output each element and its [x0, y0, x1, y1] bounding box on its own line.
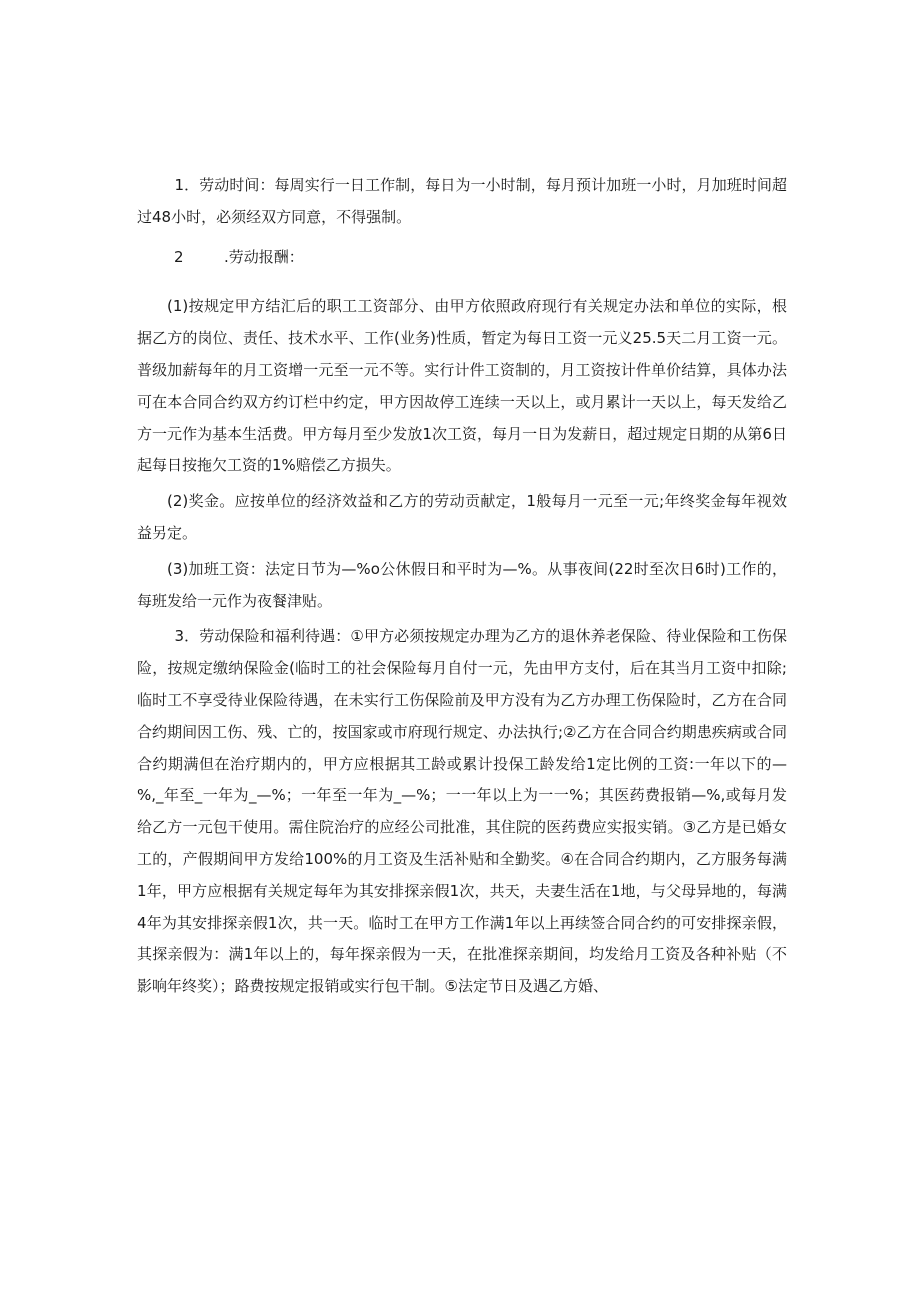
clause-1-working-hours: 1．劳动时间：每周实行一日工作制，每日为一小时制，每月预计加班一小时，月加班时间超过48小时，必须经双方同意，不得强制。 [137, 176, 787, 226]
clause-2-2-bonus: (2)奖金。应按单位的经济效益和乙方的劳动贡献定，1般每月一元至一元;年终奖金每年视效益另定。 [137, 492, 787, 542]
clause-2-1-wages: (1)按规定甲方结汇后的职工工资部分、由甲方依照政府现行有关规定办法和单位的实际，根据乙方的岗位、责任、技术水平、工作(业务)性质，暂定为每日工资一元义25.5天二月工资一元。普级加薪每年的月工资增一元至一元不等。实行计件工资制的，月工资按计件单价结算，具体办法可在本合同合约双方约订栏中约定，甲方因故停工连续一天以上，或月累计一天以上，每天发给乙方一元作为基本生活费。甲方每月至少发放1次工资，每月一日为发薪日，超过规定日期的从第6日起每日按拖欠工资的1%赔偿乙方损失。 [137, 297, 787, 475]
clause-2-title: .劳动报酬： [224, 247, 304, 266]
clause-3-insurance-welfare: 3．劳动保险和福利待遇：①甲方必须按规定办理为乙方的退休养老保险、待业保险和工伤保险，按规定缴纳保险金(临时工的社会保险每月自付一元，先由甲方支付，后在其当月工资中扣除;临时工不享受待业保险待遇，在未实行工伤保险前及甲方没有为乙方办理工伤保险时，乙方在合同合约期间因工伤、残、亡的，按国家或市府现行规定、办法执行;②乙方在合同合约期患疾病或合同合约期满但在治疗期内的，甲方应根据其工龄或累计投保工龄发给1定比例的工资:一年以下的—%,_年至_一年为_—%；一年至一年为_—%；一一年以上为一一%；其医药费报销—%,或每月发给乙方一元包干使用。需住院治疗的应经公司批准，其住院的医药费应实报实销。③乙方是已婚女工的，产假期间甲方发给100%的月工资及生活补贴和全勤奖。④在合同合约期内，乙方服务每满1年，甲方应根据有关规定每年为其安排探亲假1次，共天，夫妻生活在1地，与父母异地的，每满4年为其安排探亲假1次，共一天。临时工在甲方工作满1年以上再续签合同合约的可安排探亲假，其探亲假为：满1年以上的，每年探亲假为一天，在批准探亲期间，均发给月工资及各种补贴（不影响年终奖）；路费按规定报销或实行包干制。⑤法定节日及遇乙方婚、 [137, 627, 787, 996]
clause-2-number: 2 [174, 247, 184, 266]
clause-2-heading [137, 242, 787, 274]
clause-2-3-overtime: (3)加班工资：法定日节为—%o公休假日和平时为—%。从事夜间(22时至次日6时)工作的，每班发给一元作为夜餐津贴。 [137, 559, 787, 610]
document-body [137, 170, 787, 1011]
